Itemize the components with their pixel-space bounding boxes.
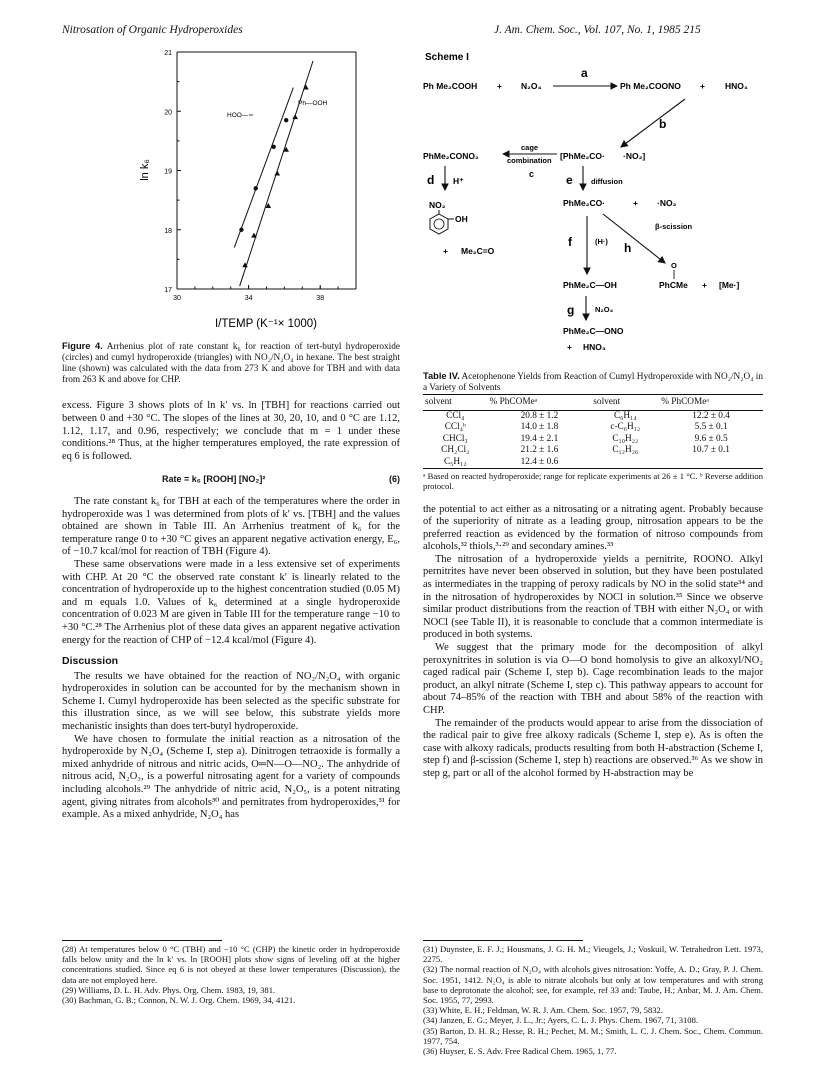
column-header: % PhCOMeᵃ [488,395,592,411]
plus-sign: + [702,280,707,290]
ketone-oxygen: O [671,261,677,270]
table-cell [659,457,763,469]
y-axis-label: ln k₆ [139,159,151,181]
footnote: (29) Williams, D. L. H. Adv. Phys. Org. Chem. 1983, 19, 381. [62,984,276,995]
right-column [423,44,763,781]
table-cell: 9.6 ± 0.5 [694,433,728,444]
hydroxyl-label: OH [455,214,468,224]
x-tick-label: 38 [316,295,325,302]
series-label: Ph—OOH [298,100,328,107]
plus-sign: + [443,246,448,256]
table-cell: C₅H₁₂ [443,456,467,467]
arrhenius-plot [62,44,400,336]
footnote: (34) Janzen, E. G.; Meyer, J. L., Jr.; Ayers, C. L. J. Phys. Chem. 1967, 71, 3108. [423,1015,699,1026]
y-tick-label: 20 [164,109,172,117]
running-title: Nitrosation of Organic Hydroperoxides [62,24,243,36]
table4-label: Table IV. [423,370,460,381]
data-point-triangle [292,114,298,119]
product-pernitrite: Ph Me₂COONO [620,81,681,91]
paragraph: The results we have obtained for the reaction of NO₂/N₂O₄ with organic hydroperoxides in solution can be accounted for by the mechanism shown in Scheme I. Cumyl hydroperoxide has been selected as the specific substrate for this illustration since, as we will see below, this substrate yields more mechanistic insights than does tert-butyl hydroperoxide. [62,670,400,733]
cumyl-alcohol: PhMe₂C—OH [563,280,617,290]
table-cell: 21.2 ± 1.6 [520,445,559,456]
figure4-caption-text: Arrhenius plot of rate constant k₆ for reaction of tert-butyl hydroperoxide (circles) and cumyl hydroperoxide (triangles) with NO₂/N₂O₄ in hexane. The best straight line (shown) was calculated with the data from 273 K and above for TBH and with data from 263 K and above for CHP. [62,341,401,386]
data-point-triangle [303,85,309,90]
equation-6 [62,473,400,486]
cumyl-nitrite: PhMe₂C—ONO [563,326,624,336]
footnote: (30) Bachman, G. B.; Connon, N. W. J. Org. Chem. 1969, 34, 4121. [62,995,296,1006]
table-cell: C₁₀H₂₂ [612,433,639,444]
x-axis-label: I/TEMP (K⁻¹× 1000) [214,318,318,330]
table-row [423,457,763,469]
paragraph: The nitrosation of a hydroperoxide yields a pernitrite, ROONO. Alkyl pernitrites have never been observed in solution, but they have been postulated as intermediates in the trapping of peroxy radicals by NO in the solid state³⁴ and in the nitrosation of hydroperoxides by NOCl in solution.³⁵ Since we observe similar product distributions from the reaction of TBH with either N₂O₄ or with NOCl (see Table II), it is reasonable to conclude that a common intermediate is produced in both systems. [423,553,763,641]
column-header: solvent [591,395,659,411]
paragraph: the potential to act either as a nitrosating or a nitrating agent. Probably because of the superiority of nitrate as a leading group, nitrosation appears to be the preferred reaction as evidenced by the formation of nitroso compounds from alcohols,³² thiols,³·²⁹ and secondary amines.³³ [423,503,763,553]
table-cell: 19.4 ± 2.1 [520,433,559,444]
table-cell: CCl₄ [446,410,465,421]
scheme-title: Scheme I [425,52,469,63]
product-nitrate: PhMe₂CONO₂ [423,151,479,161]
data-point-circle [271,145,275,149]
plus-sign: + [633,198,638,208]
table-row [423,410,763,422]
table-cell: 12.4 ± 0.6 [520,456,559,467]
acetophenone: PhCMe [659,280,688,290]
table-cell: 14.0 ± 1.8 [520,422,559,433]
benzene-ring-icon [430,210,454,234]
right-footnotes [423,940,763,1056]
column-header: solvent [423,395,488,411]
table-cell: 10.7 ± 0.1 [692,445,730,456]
acetone-label: Me₂C=O [461,246,495,256]
journal-citation: J. Am. Chem. Soc., Vol. 107, No. 1, 1985 215 [494,24,701,36]
table-row [423,434,763,446]
table-cell: 12.2 ± 0.4 [692,410,730,421]
paragraph: We have chosen to formulate the initial reaction as a nitrosation of the hydroperoxide by N₂O₄ (Scheme I, step a). Dinitrogen tetraoxide is formally a mixed anhydride of nitrous and nitric acids, O═N—O—NO₂. The anhydride of nitrous acid, N₂O₃, is a powerful nitrosating agent for a variety of compounds including alcohols.²⁹ The anhydride of nitric acid, N₂O₅, is a potent nitrating agent, giving nitrates from alcohols³⁰ and pernitrates from hydroperoxides,³¹ for example. As a mixed anhydride, N₂O₄ has [62,733,400,821]
footnote: (32) The normal reaction of N₂O₄ with alcohols gives nitrosation: Yoffe, A. D.; Gray, P. J. Chem. Soc. 1951, 1412. N₂O₄ is able to nitrate alcohols but only at low temperatures and with strong base to deprotonate the alcohol; see, for example, ref 33 and: Taube, H.; Anbar, M. J. Am. Chem. Soc. 1955, 77, 2993. [423,964,763,1006]
data-point-triangle [274,170,280,175]
step-label-f: f [568,235,572,249]
cage-label: cage [521,143,539,152]
paragraph: These same observations were made in a less extensive set of experiments with CHP. At 20 °C the observed rate constant k′ is linearly related to the concentration of hydroperoxide up to the highest concentration studied (0.05 M) and m equals 1.0. Values of k₆ determined at a single hydroperoxide concentration of 0.023 M are given in Table III for the temperature range −10 to +30 °C.²⁸ The Arrhenius plot of these data gives an apparent negative activation energy for the reaction of CHP of −12.4 kcal/mol (Figure 4). [62,558,400,646]
footnote: (36) Huyser, E. S. Adv. Free Radical Chem. 1965, 1, 77. [423,1046,617,1057]
data-point-circle [254,186,258,190]
combination-label: combination [507,156,552,165]
paragraph: excess. Figure 3 shows plots of ln k′ vs. ln [TBH] for reactions carried out between 0 and +30 °C. The slopes of the lines at 30, 20, 10, and 0 °C are 1.12, 1.12, 1.17, and 0.96, respectively; we conclude that m = 1 under these conditions.²⁸ Thus, at the higher temperatures employed, the rate expression of eq 6 is followed. [62,400,400,462]
arrow-step-b [621,99,685,147]
figure4-label: Figure 4. [62,340,103,351]
table-cell: CHCl₃ [442,433,468,444]
h-atom-label: (H·) [595,237,608,246]
step-label-g: g [567,303,575,317]
table-cell: 5.5 ± 0.1 [694,422,728,433]
no2-radical: ·NO₂ [657,198,677,208]
left-column [62,44,400,822]
y-tick-label: 17 [164,287,172,294]
table4-footnote: ᵃ Based on reacted hydroperoxide; range for replicate experiments at 26 ± 1 °C. ᵇ Reverse addition protocol. [423,468,763,491]
proton-label: H⁺ [453,176,464,186]
x-tick-label: 30 [173,295,181,302]
table-cell: C₆H₁₄ [613,410,637,421]
data-point-circle [284,118,288,122]
plus-sign: + [497,81,502,91]
footnote: (28) At temperatures below 0 °C (TBH) and −10 °C (CHP) the kinetic order in hydroperoxide falls below unity and the ln k′ vs. ln [ROOH] plots show signs of leveling off at the higher concentrations studied. Since eq 6 is not obeyed at these lower temperatures (Discussion), the data are not employed here. [62,944,400,985]
nitro-group-label: NO₂ [429,200,446,210]
footnote: (31) Duynstee, E. F. J.; Housmans, J. G. H. M.; Vieugels, J.; Voskuil, W. Tetrahedron Lett. 1973, 2275. [423,944,763,965]
table4-caption-text: Acetophenone Yields from Reaction of Cumyl Hydroperoxide with NO₂/N₂O₄ in a Variety of Solvents [423,371,763,393]
table-cell: CH₂Cl₂ [441,445,470,456]
table-cell: CCl₄ᵇ [444,422,466,433]
step-label-c: c [529,169,535,179]
paragraph: The remainder of the products would appear to arise from the dissociation of the radical pair to give free alkoxy radicals (Scheme I, step e). As is often the case with alkoxy radicals, products resulting from both H-abstraction (Scheme I, step f) and β-scission (Scheme I, step h) reactions are observed.³⁶ As we show in step g, part or all of the alcohol formed by H-abstraction may be [423,717,763,779]
figure4-caption [62,341,400,387]
paragraph: The rate constant k₆ for TBH at each of the temperatures where the order in hydroperoxide was 1 was determined from plots of k′ vs. [TBH] and the values obtained are shown in Table III. An Arrhenius treatment of k₆ for the temperature range 0 to +30 °C gives an apparent negative activation energy, E₆, of −10.7 kcal/mol for reaction of TBH (Figure 4). [62,495,400,558]
methyl-radical: [Me·] [719,280,740,290]
hno3-label: HNO₃ [583,342,606,352]
footnote: (33) White, E. H.; Feldman, W. R. J. Am. Chem. Soc. 1957, 79, 5832. [423,1005,663,1016]
discussion-heading: Discussion [62,655,119,668]
equation-text: Rate = k₆ [ROOH] [NO₂]² [162,474,266,485]
left-footnotes [62,940,400,1005]
footnote: (35) Barton, D. H. R.; Hesse, R. H.; Pechet, M. M.; Smith, L. C. J. Chem. Soc., Chem. Commun. 1977, 754. [423,1025,763,1046]
radical-pair-alkoxyl: [PhMe₂CO· [560,151,605,161]
table4 [423,394,763,468]
product-hno3: HNO₃ [725,81,748,91]
paragraph: We suggest that the primary mode for the decomposition of alkyl peroxynitrites in solution is via O—O bond homolysis to give an alkoxyl/NO₂ caged radical pair (Scheme I, step b). Cage recombination leads to the major product, an alkyl nitrate (Scheme I, step c). This pathway appears to account for about 74–85% of the reaction with TBH and about 58% of the reaction with CHP. [423,642,763,716]
step-label-d: d [427,173,435,187]
radical-pair-no2: ·NO₂] [623,151,646,161]
step-label-h: h [624,241,632,255]
y-tick-label: 18 [164,227,172,235]
data-point-circle [239,228,243,232]
table-cell: c-C₆H₁₂ [610,422,641,433]
equation-number: (6) [389,474,400,485]
step-label-a: a [581,66,588,80]
table-cell: 20.8 ± 1.2 [520,410,559,421]
table-cell: C₁₂H₂₆ [612,445,639,456]
y-tick-label: 19 [164,168,172,176]
column-header: % PhCOMeᵃ [659,395,763,411]
plus-sign: + [567,342,572,352]
scheme-1 [423,44,763,362]
plus-sign: + [700,81,705,91]
table-row [423,445,763,457]
n2o4-label: N₂O₄ [595,305,614,314]
reactant-cumyl-hydroperoxide: Ph Me₂COOH [423,81,478,91]
table-cell [591,457,659,469]
beta-scission-label: β-scission [655,222,693,231]
alkoxy-radical: PhMe₂CO· [563,198,606,208]
step-label-b: b [659,117,667,131]
series-label: HOO— [227,112,249,119]
x-tick-label: 34 [244,295,253,302]
diffusion-label: diffusion [591,177,623,186]
step-label-e: e [566,173,573,187]
table-row [423,422,763,434]
reactant-n2o4: N₂O₄ [521,81,542,91]
table4-caption [423,371,763,394]
y-tick-label: 21 [164,50,172,57]
